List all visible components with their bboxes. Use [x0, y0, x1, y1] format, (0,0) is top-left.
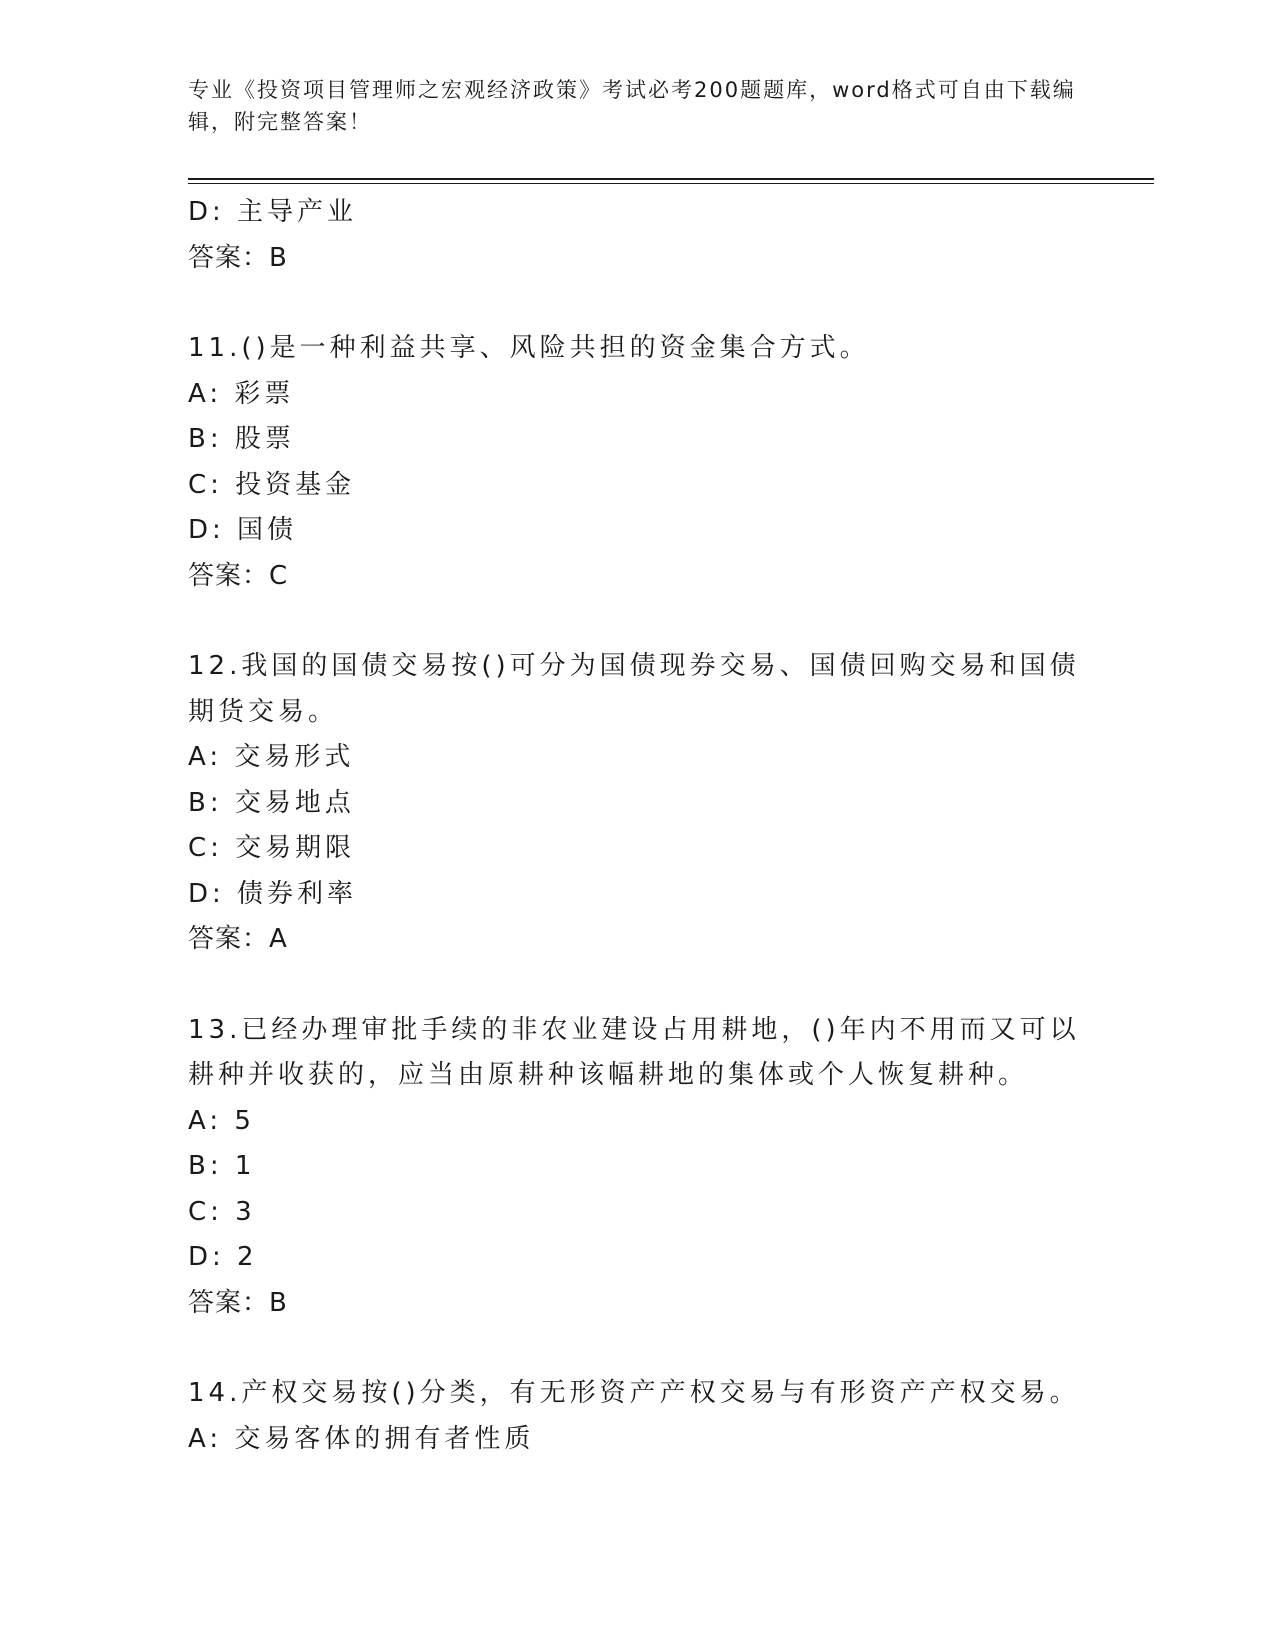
header-divider-thin [188, 183, 1154, 184]
option-d: D: 2 [188, 1242, 258, 1272]
answer-line: 答案：C [188, 560, 289, 591]
question-13 [188, 1008, 1088, 1327]
answer-line: 答案：A [188, 924, 288, 954]
header-divider [188, 178, 1154, 180]
option-d: D: 国债 [188, 515, 298, 545]
option-b: B: 1 [188, 1151, 256, 1181]
option-a: A: 交易客体的拥有者性质 [188, 1423, 535, 1454]
answer-line: 答案：B [188, 242, 288, 273]
option-d: D: 主导产业 [188, 197, 358, 227]
question-12 [188, 644, 1088, 963]
question-stem: 11.()是一种利益共享、风险共担的资金集合方式。 [188, 333, 870, 363]
question-stem: 14.产权交易按()分类，有无形资产产权交易与有形资产产权交易。 [188, 1378, 1080, 1408]
previous-question-tail [188, 190, 1088, 281]
option-c: C: 3 [188, 1196, 256, 1227]
question-14 [188, 1371, 1088, 1462]
option-c: C: 投资基金 [188, 469, 356, 500]
option-a: A: 交易形式 [188, 742, 355, 772]
option-a: A: 彩票 [188, 378, 295, 409]
option-b: B: 交易地点 [188, 787, 355, 818]
option-d: D: 债券利率 [188, 878, 358, 909]
question-content [188, 190, 1088, 1462]
answer-line: 答案：B [188, 1287, 288, 1318]
page-header: 专业《投资项目管理师之宏观经济政策》考试必考200题题库，word格式可自由下载编辑，附完整答案！ [188, 78, 1076, 134]
option-a: A: 5 [188, 1105, 255, 1136]
option-c: C: 交易期限 [188, 833, 356, 863]
question-stem: 13.已经办理审批手续的非农业建设占用耕地，()年内不用而又可以耕种并收获的，应当由原耕种该幅耕地的集体或个人恢复耕种。 [188, 1014, 1080, 1090]
question-11 [188, 326, 1088, 599]
option-b: B: 股票 [188, 424, 295, 454]
question-stem: 12.我国的国债交易按()可分为国债现券交易、国债回购交易和国债期货交易。 [188, 651, 1080, 727]
